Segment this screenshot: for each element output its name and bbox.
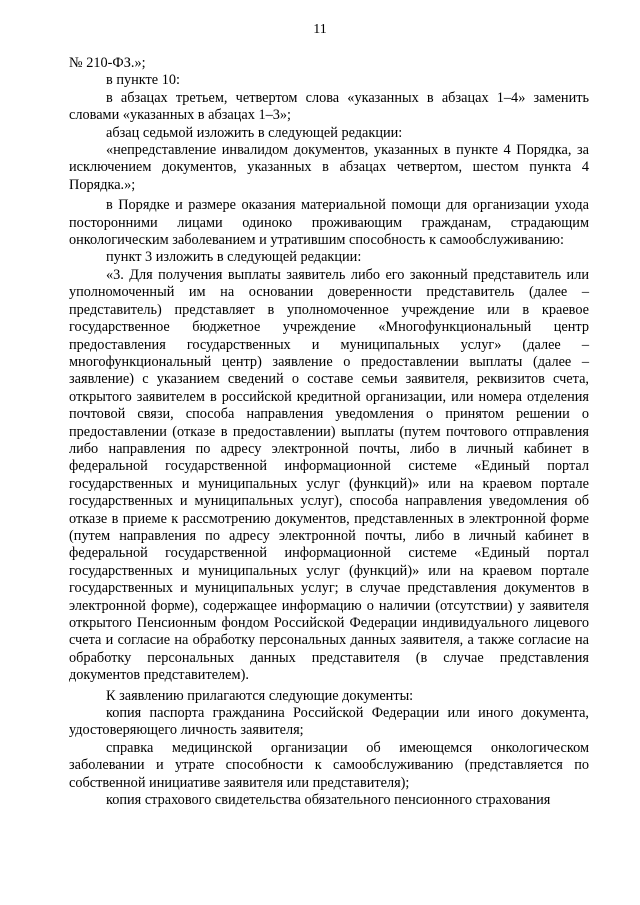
page-number: 11	[313, 22, 327, 37]
paragraph: в пункте 10:	[106, 72, 180, 89]
paragraph: пункт 3 изложить в следующей редакции:	[106, 249, 362, 266]
paragraph: № 210-ФЗ.»;	[69, 55, 146, 71]
paragraph: копия паспорта гражданина Российской Федерации или иного документа, удостоверяющего личность заявителя;	[69, 705, 589, 739]
paragraph: К заявлению прилагаются следующие документы:	[106, 687, 414, 704]
paragraph: в Порядке и размере оказания материальной помощи для организации ухода посторонними лицами одиноко проживающим гражданам, страдающим онкологическим заболеванием и утратившим способность к самообслуживанию:	[69, 197, 589, 249]
paragraph: «непредставление инвалидом документов, указанных в пункте 4 Порядка, за исключением документов, указанных в абзацах четвертом, шестом пункта 4 Порядка.»;	[69, 142, 589, 193]
paragraph: в абзацах третьем, четвертом слова «указанных в абзацах 1–4» заменить словами «указанных в абзацах 1–3»;	[69, 89, 589, 124]
paragraph: копия страхового свидетельства обязательного пенсионного страхования	[106, 792, 551, 809]
paragraph: справка медицинской организации об имеющемся онкологическом заболевании и утрате способности к самообслуживанию (представляется по собственной инициативе заявителя или представителя);	[69, 739, 589, 791]
document-body	[69, 55, 589, 809]
paragraph: «3. Для получения выплаты заявитель либо его законный представитель или уполномоченный им на основании доверенности представитель (далее – представитель) представляет в уполномоченное учреждение или в краевое государственное бюджетное учреждение «Многофункциональный центр предоставления государственных и муниципальных услуг» (далее – многофункциональный центр) заявление о предоставлении выплаты (далее – заявление) с указанием сведений о составе семьи заявителя, реквизитов счета, открытого заявителем в российской кредитной организации, или номера отделения почтовой связи, способа направления уведомления о принятом решении о предоставлении (отказе в предоставлении) выплаты (путем почтового отправления либо направления по адресу электронной почты, либо в личный кабинет в федеральной государственной информационной системе «Единый портал государственных и муниципальных услуг (функций)» или на краевом портале государственных и муниципальных услуг), способа направления уведомления об отказе в приеме к рассмотрению документов, представленных в электронной форме (путем направления по адресу электронной почты, либо в личный кабинет в федеральной государственной информационной системе «Единый портал государственных и муниципальных услуг (функций)» или на краевом портале государственных и муниципальных услуг; в случае представления документов в электронной форме), содержащее информацию о наличии (отсутствии) у заявителя открытого Пенсионным фондом Российской Федерации индивидуального лицевого счета и согласие на обработку персональных данных заявителя, а также согласие на обработку персональных данных представителя (в случае представления документов представителем).	[69, 266, 589, 684]
paragraph: абзац седьмой изложить в следующей редакции:	[106, 124, 403, 141]
